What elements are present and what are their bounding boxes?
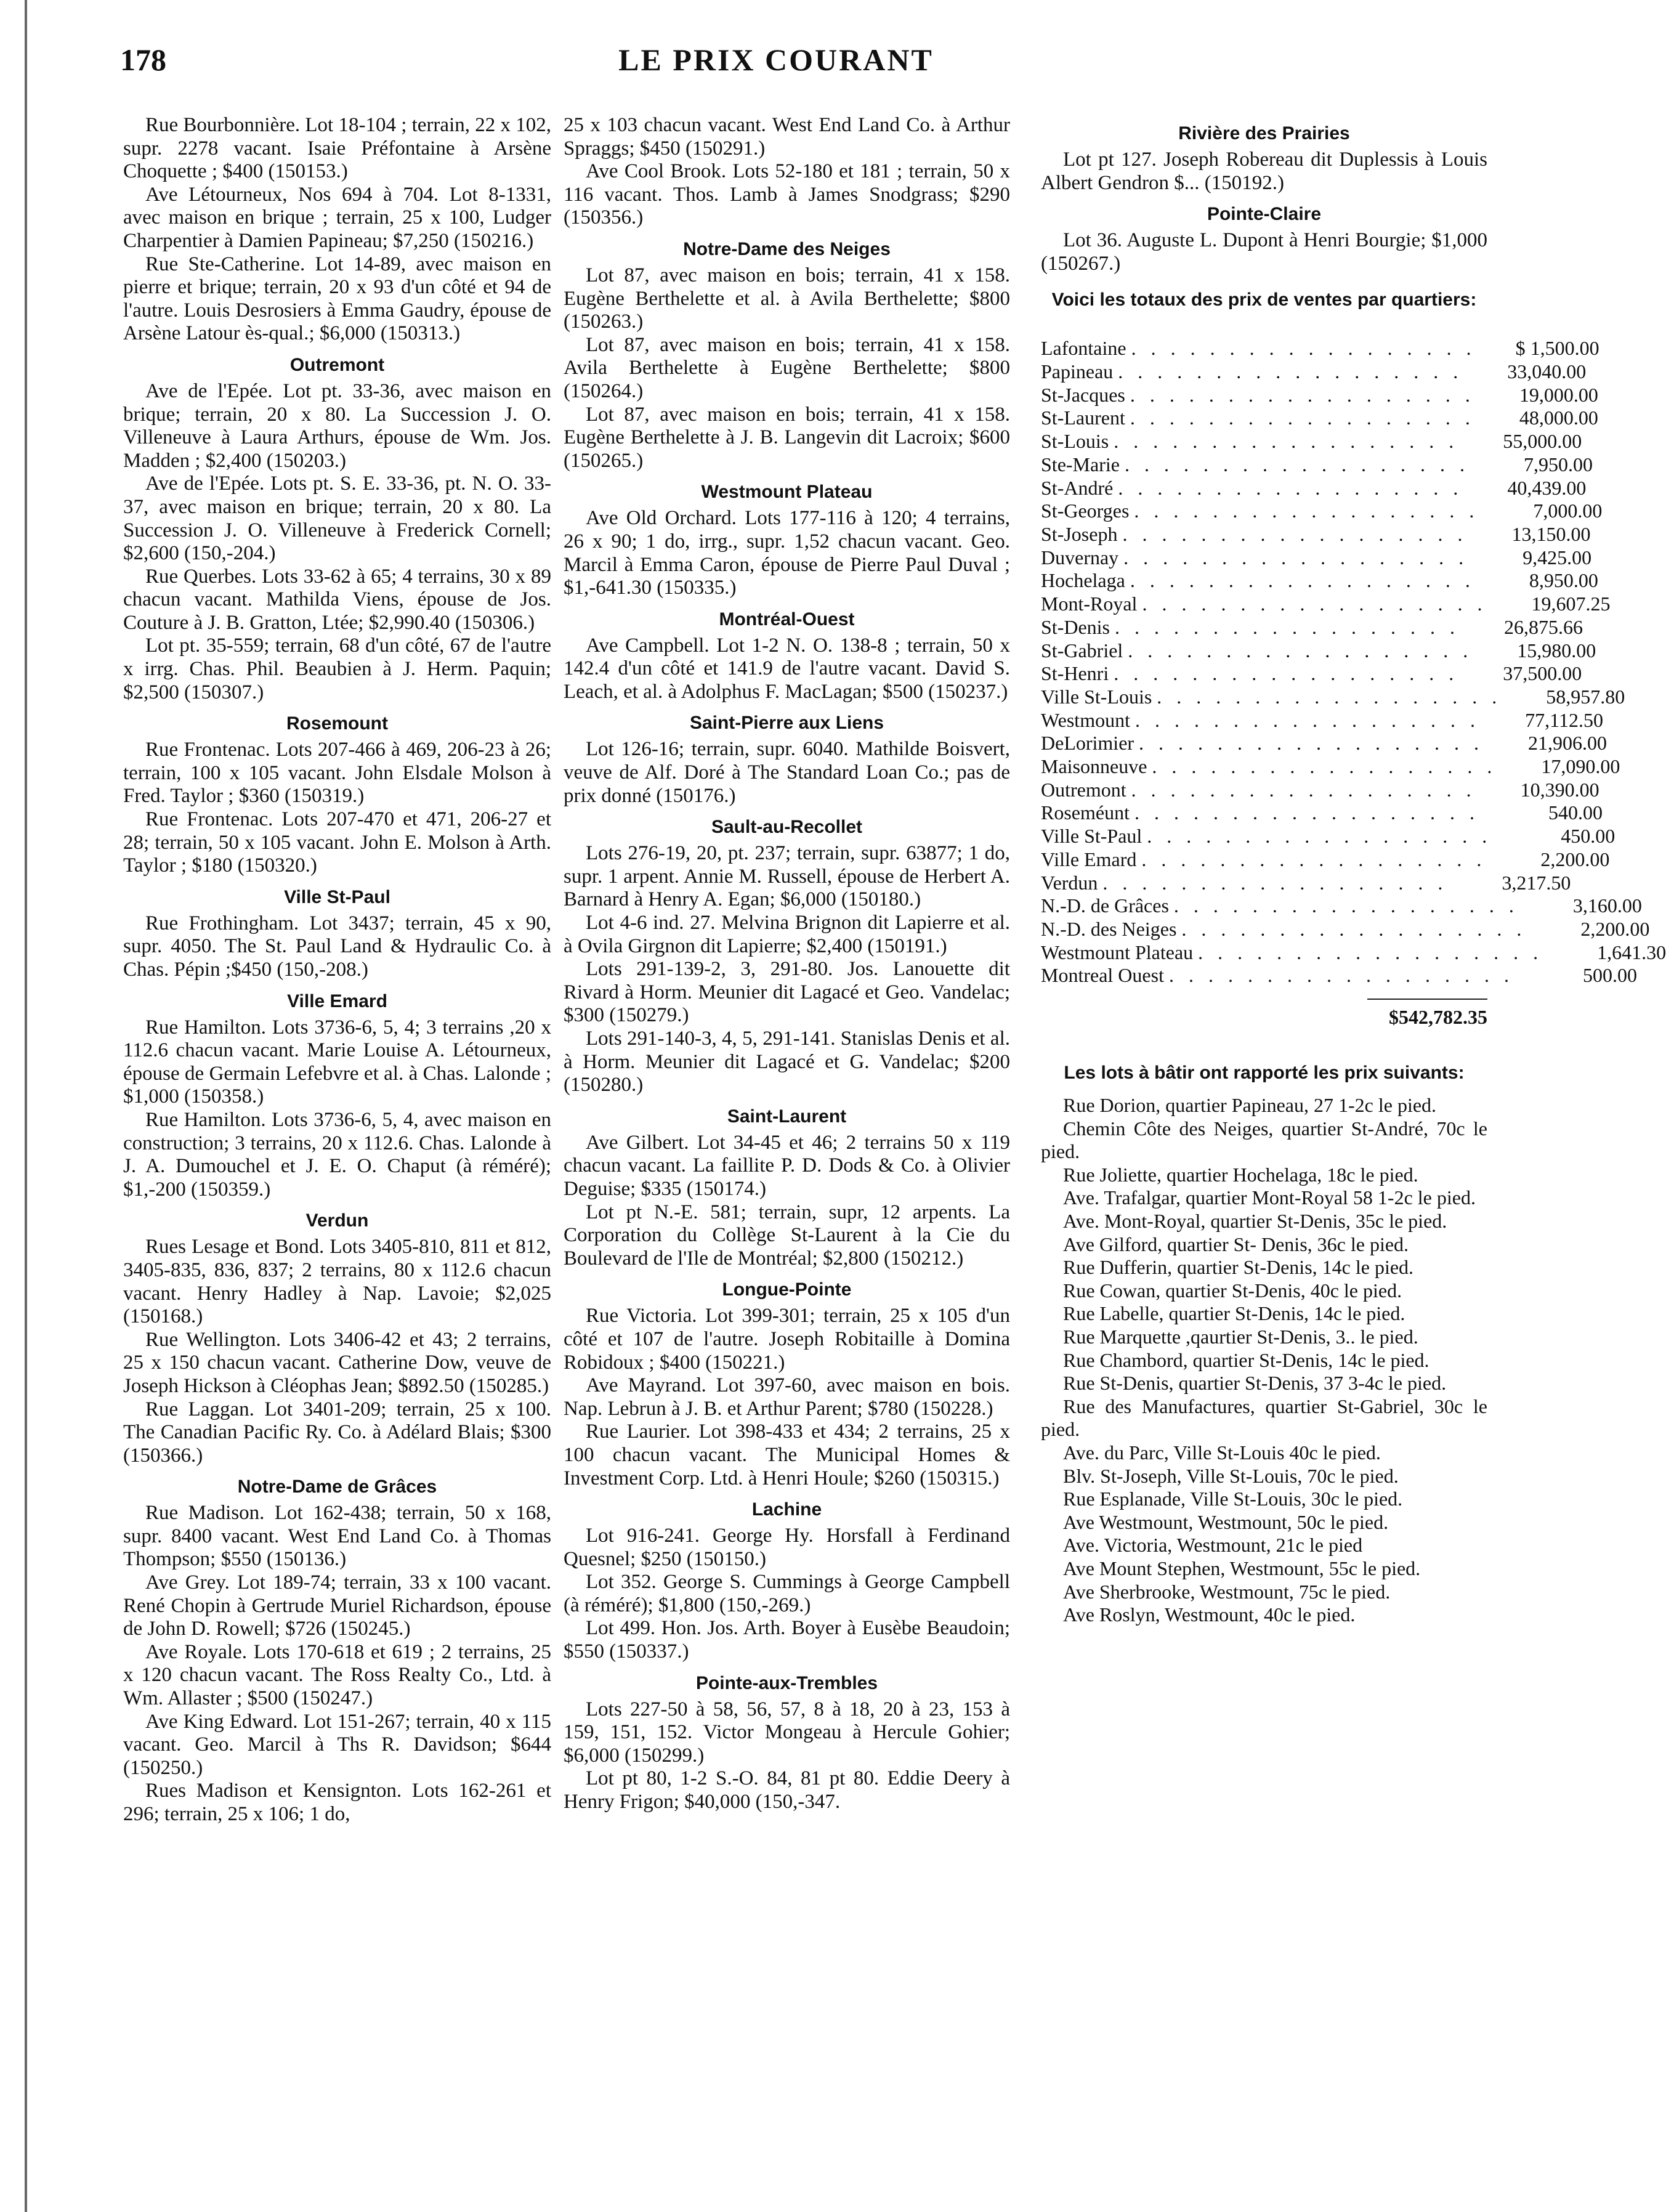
district-name: St-André	[1041, 476, 1114, 499]
totals-row	[1041, 360, 1587, 384]
totals-table	[1041, 337, 1666, 987]
totals-row	[1041, 569, 1598, 593]
section-heading: Westmount Plateau	[701, 482, 873, 503]
totals-row	[1041, 871, 1571, 895]
district-name: St-Georges	[1041, 500, 1130, 522]
column-3-listings	[1041, 121, 1487, 275]
district-name: Ville St-Louis	[1041, 685, 1152, 708]
district-amount: 37,500.00	[1503, 662, 1582, 685]
listing-entry: Ave Royale. Lots 170-618 et 619 ; 2 terrains, 25 x 120 chacun vacant. The Ross Realty Co., Ltd. à Wm. Allaster ; $500 (150247.)	[123, 1640, 551, 1710]
lot-price-item: Blv. St-Joseph, Ville St-Louis, 70c le pied.	[1063, 1464, 1399, 1487]
district-name: Duvernay	[1041, 546, 1119, 569]
listing-entry: Ave Campbell. Lot 1-2 N. O. 138-8 ; terrain, 50 x 142.4 d'un côté et 141.9 de l'autre vacant. David S. Leach, et al. à Adolphus F. MacLagan; $500 (150237.)	[564, 634, 1010, 703]
totals-row	[1041, 523, 1591, 546]
listing-entry: Ave de l'Epée. Lots pt. S. E. 33-36, pt. N. O. 33-37, avec maison en brique; terrain, 20 x 80. La Succession J. O. Villeneuve à Frederick Cornell; $2,600 (150,-204.)	[123, 472, 551, 565]
totals-row	[1041, 615, 1583, 639]
grand-total: $542,782.35	[1367, 999, 1487, 1029]
district-name: St-Gabriel	[1041, 639, 1123, 662]
listing-entry: Ave de l'Epée. Lot pt. 33-36, avec maison en brique; terrain, 20 x 80. La Succession J. O. Villeneuve à Laura Arthurs, épouse de Wm. Jos. Madden ; $2,400 (150203.)	[123, 379, 551, 472]
scan-margin-line	[25, 0, 27, 2212]
district-amount: 10,390.00	[1520, 778, 1599, 801]
totals-row	[1041, 337, 1599, 360]
page-number: 178	[120, 43, 166, 77]
district-name: Outremont	[1041, 778, 1126, 801]
section-heading: Saint-Laurent	[727, 1106, 847, 1127]
lot-price-item: Ave Gilford, quartier St- Denis, 36c le pied.	[1063, 1233, 1409, 1255]
listing-entry: Rue Madison. Lot 162-438; terrain, 50 x 168, supr. 8400 vacant. West End Land Co. à Thomas Thompson; $550 (150136.)	[123, 1502, 551, 1571]
section-heading: Montréal-Ouest	[719, 609, 855, 630]
listing-entry: Lot 36. Auguste L. Dupont à Henri Bourgie; $1,000 (150267.)	[1041, 229, 1487, 275]
listing-entry: Rue Frothingham. Lot 3437; terrain, 45 x 90, supr. 4050. The St. Paul Land & Hydraulic Co. à Chas. Pépin ;$450 (150,-208.)	[123, 912, 551, 981]
listing-entry: Lot pt 127. Joseph Robereau dit Duplessis à Louis Albert Gendron $... (150192.)	[1041, 148, 1487, 194]
totals-row	[1041, 500, 1603, 523]
section-heading: Pointe-Claire	[1207, 204, 1322, 225]
totals-row	[1041, 732, 1607, 755]
district-name: DeLorimier	[1041, 732, 1134, 755]
leader-dots: . . . . . . . . . . . . . . . . . .	[1130, 569, 1475, 592]
listing-entry: Rue Ste-Catherine. Lot 14-89, avec maison en pierre et brique; terrain, 20 x 93 d'un côté et 94 de l'autre. Louis Desrosiers à Emma Gaudry, épouse de Arsène Latour ès-qual.; $6,000 (150313.)	[123, 253, 551, 345]
lot-price-item: Ave. Mont-Royal, quartier St-Denis, 35c le pied.	[1063, 1210, 1447, 1233]
district-name: St-Denis	[1041, 615, 1110, 638]
district-name: N.-D. de Grâces	[1041, 894, 1169, 917]
district-amount: 19,607.25	[1531, 593, 1611, 615]
leader-dots: . . . . . . . . . . . . . . . . . .	[1181, 917, 1527, 940]
totals-row	[1041, 407, 1598, 430]
section-heading: Saint-Pierre aux Liens	[689, 713, 884, 734]
leader-dots: . . . . . . . . . . . . . . . . . .	[1147, 825, 1492, 848]
leader-dots: . . . . . . . . . . . . . . . . . .	[1198, 941, 1543, 963]
listing-entry: Lots 276-19, 20, pt. 237; terrain, supr. 63877; 1 do, supr. 1 arpent. Annie M. Russell, épouse de Herbert A. Barnard à Henry A. Egan; $6,000 (150180.)	[564, 842, 1010, 911]
district-amount: 500.00	[1582, 964, 1637, 987]
lot-price-item: Ave. Victoria, Westmount, 21c le pied	[1063, 1534, 1363, 1557]
leader-dots: . . . . . . . . . . . . . . . . . .	[1173, 894, 1519, 917]
lot-price-item: Rue des Manufactures, quartier St-Gabriel, 30c le pied.	[1041, 1395, 1487, 1441]
lot-price-item: Ave. Trafalgar, quartier Mont-Royal 58 1-2c le pied.	[1063, 1186, 1476, 1209]
lot-price-item: Ave Westmount, Westmount, 50c le pied.	[1063, 1510, 1389, 1533]
lot-price-item: Rue Labelle, quartier St-Denis, 14c le pied.	[1063, 1302, 1405, 1325]
listing-entry: Lot 87, avec maison en bois; terrain, 41 x 158. Avila Berthelette à Eugène Berthelette; $800 (150264.)	[564, 333, 1010, 402]
leader-dots: . . . . . . . . . . . . . . . . . .	[1131, 778, 1476, 801]
totals-row	[1041, 639, 1596, 663]
section-heading: Pointe-aux-Trembles	[695, 1672, 878, 1693]
leader-dots: . . . . . . . . . . . . . . . . . .	[1131, 337, 1476, 360]
district-amount: 2,200.00	[1580, 917, 1650, 940]
section-heading: Verdun	[305, 1210, 369, 1231]
district-name: Mont-Royal	[1041, 593, 1138, 615]
district-amount: 450.00	[1561, 825, 1615, 848]
section-heading: Sault-au-Recollet	[711, 817, 863, 838]
totals-row	[1041, 917, 1650, 941]
leader-dots: . . . . . . . . . . . . . . . . . .	[1152, 755, 1497, 778]
leader-dots: . . . . . . . . . . . . . . . . . .	[1124, 453, 1470, 476]
lots-list	[1041, 1094, 1487, 1627]
totals-row	[1041, 593, 1611, 616]
district-amount: 17,090.00	[1541, 755, 1620, 778]
district-amount: 8,950.00	[1529, 569, 1598, 592]
listing-entry: Rue Victoria. Lot 399-301; terrain, 25 x 105 d'un côté et 107 de l'autre. Joseph Robitaille à Domina Robidoux ; $400 (150221.)	[564, 1305, 1010, 1374]
district-amount: 48,000.00	[1519, 407, 1598, 429]
district-name: Ste-Marie	[1041, 453, 1120, 476]
district-amount: 58,957.80	[1546, 685, 1625, 708]
district-name: St-Joseph	[1041, 523, 1118, 545]
district-amount: 7,950.00	[1523, 453, 1593, 476]
lot-price-item: Rue Chambord, quartier St-Denis, 14c le pied.	[1063, 1348, 1429, 1371]
totals-row	[1041, 848, 1610, 872]
district-amount: 19,000.00	[1519, 383, 1598, 406]
listing-entry: Rue Laurier. Lot 398-433 et 434; 2 terrains, 25 x 100 chacun vacant. The Municipal Homes & Investment Corp. Ltd. à Henri Houle; $260 (150315.)	[564, 1420, 1010, 1489]
leader-dots: . . . . . . . . . . . . . . . . . .	[1123, 546, 1469, 569]
listing-entry: Lot 87, avec maison en bois; terrain, 41 x 158. Eugène Berthelette et al. à Avila Berthelette; $800 (150263.)	[564, 264, 1010, 333]
listing-entry: Ave Cool Brook. Lots 52-180 et 181 ; terrain, 50 x 116 vacant. Thos. Lamb à James Snodgrass; $290 (150356.)	[564, 160, 1010, 229]
totals-row	[1041, 941, 1666, 965]
leader-dots: . . . . . . . . . . . . . . . . . .	[1130, 383, 1475, 406]
section-heading: Rosemount	[286, 713, 388, 734]
district-name: Papineau	[1041, 360, 1114, 383]
district-name: Westmount	[1041, 708, 1130, 731]
section-heading: Rivière des Prairies	[1178, 123, 1350, 144]
leader-dots: . . . . . . . . . . . . . . . . . .	[1128, 639, 1473, 662]
lot-price-item: Rue Joliette, quartier Hochelaga, 18c le pied.	[1063, 1163, 1418, 1186]
lot-price-item: Rue Marquette ,qaurtier St-Denis, 3.. le pied.	[1063, 1326, 1418, 1348]
listing-entry: Ave Létourneux, Nos 694 à 704. Lot 8-1331, avec maison en brique ; terrain, 25 x 100, Ludger Charpentier à Damien Papineau; $7,250 (150216.)	[123, 183, 551, 252]
column-3	[1041, 114, 1666, 1627]
listing-entry: Lots 291-140-3, 4, 5, 291-141. Stanislas Denis et al. à Horm. Meunier dit Lagacé et G. Vandelac; $200 (150280.)	[564, 1027, 1010, 1096]
district-amount: 540.00	[1548, 801, 1603, 824]
lots-intro: Les lots à bâtir ont rapporté les prix suivants:	[1064, 1063, 1465, 1084]
lot-price-item: Chemin Côte des Neiges, quartier St-André, 70c le pied.	[1041, 1117, 1487, 1163]
section-heading: Outremont	[289, 354, 385, 375]
district-amount: 77,112.50	[1525, 708, 1603, 731]
leader-dots: . . . . . . . . . . . . . . . . . .	[1118, 476, 1463, 499]
leader-dots: . . . . . . . . . . . . . . . . . .	[1118, 360, 1463, 383]
section-heading: Notre-Dame de Grâces	[237, 1477, 437, 1497]
listing-entry: Lot 87, avec maison en bois; terrain, 41 x 158. Eugène Berthelette à J. B. Langevin dit Lacroix; $600 (150265.)	[564, 403, 1010, 472]
listing-entry: Lot 4-6 ind. 27. Melvina Brignon dit Lapierre et al. à Ovila Girgnon dit Lapierre; $2,400 (150191.)	[564, 912, 1010, 957]
section-heading: Ville St-Paul	[284, 886, 390, 907]
leader-dots: . . . . . . . . . . . . . . . . . .	[1141, 848, 1487, 870]
listing-entry: Ave Old Orchard. Lots 177-116 à 120; 4 terrains, 26 x 90; 1 do, irrg., supr. 1,52 chacun vacant. Geo. Marcil à Emma Caron, épouse de Pierre Paul Duval ; $1,-641.30 (150335.)	[564, 507, 1010, 599]
lot-price-item: Rue Dufferin, quartier St-Denis, 14c le pied.	[1063, 1256, 1414, 1279]
district-amount: $ 1,500.00	[1515, 337, 1599, 360]
leader-dots: . . . . . . . . . . . . . . . . . .	[1134, 801, 1479, 824]
totals-row	[1041, 453, 1593, 477]
totals-row	[1041, 755, 1620, 779]
listing-entry: Lot 352. George S. Cummings à George Campbell (à réméré); $1,800 (150,-269.)	[564, 1571, 1010, 1616]
listing-entry: Rue Hamilton. Lots 3736-6, 5, 4, avec maison en construction; 3 terrains, 20 x 112.6. Chas. Lalonde à J. A. Dumouchel et J. E. O. Chaput (à réméré); $1,-200 (150359.)	[123, 1108, 551, 1201]
listing-entry: Lot pt. 35-559; terrain, 68 d'un côté, 67 de l'autre x irrg. Chas. Phil. Beaubien à J. Herm. Paquin; $2,500 (150307.)	[123, 634, 551, 703]
district-name: St-Jacques	[1041, 383, 1125, 406]
totals-row	[1041, 894, 1642, 918]
leader-dots: . . . . . . . . . . . . . . . . . .	[1157, 685, 1502, 708]
district-amount: 40,439.00	[1507, 476, 1587, 499]
leader-dots: . . . . . . . . . . . . . . . . . .	[1102, 871, 1448, 894]
district-amount: 9,425.00	[1522, 546, 1592, 569]
totals-intro: Voici les totaux des prix de ventes par quartiers:	[1051, 290, 1477, 310]
column-2	[564, 114, 1010, 1814]
totals-row	[1041, 546, 1592, 570]
district-amount: 26,875.66	[1504, 615, 1583, 638]
totals-row	[1041, 964, 1637, 987]
listing-entry: Ave Gilbert. Lot 34-45 et 46; 2 terrains 50 x 119 chacun vacant. La faillite P. D. Dods & Co. à Olivier Deguise; $335 (150174.)	[564, 1131, 1010, 1200]
district-amount: 7,000.00	[1533, 500, 1603, 522]
district-amount: 13,150.00	[1511, 523, 1591, 545]
district-amount: 55,000.00	[1503, 430, 1582, 453]
district-amount: 1,641.30	[1597, 941, 1666, 963]
district-name: Ville St-Paul	[1041, 825, 1142, 848]
lot-price-item: Rue St-Denis, quartier St-Denis, 37 3-4c le pied.	[1063, 1372, 1447, 1395]
totals-row	[1041, 778, 1599, 802]
listing-entry: Lots 291-139-2, 3, 291-80. Jos. Lanouette dit Rivard à Horm. Meunier dit Lagacé et Geo. Vandelac; $300 (150279.)	[564, 958, 1010, 1027]
totals-row	[1041, 383, 1598, 407]
listing-entry: Rue Laggan. Lot 3401-209; terrain, 25 x 100. The Canadian Pacific Ry. Co. à Adélard Blais; $300 (150366.)	[123, 1398, 551, 1467]
listing-entry: Rue Hamilton. Lots 3736-6, 5, 4; 3 terrains ,20 x 112.6 chacun vacant. Marie Louise A. Létourneux, épouse de Germain Lefebvre et al. à Chas. Lalonde ; $1,000 (150358.)	[123, 1016, 551, 1108]
district-name: Ville Emard	[1041, 848, 1137, 870]
district-name: St-Louis	[1041, 430, 1109, 453]
district-name: Westmount Plateau	[1041, 941, 1194, 963]
district-name: Roseméunt	[1041, 801, 1130, 824]
totals-row	[1041, 801, 1603, 825]
district-name: Hochelaga	[1041, 569, 1125, 592]
totals-row	[1041, 662, 1582, 686]
district-name: Lafontaine	[1041, 337, 1126, 360]
leader-dots: . . . . . . . . . . . . . . . . . .	[1139, 732, 1484, 755]
district-amount: 3,160.00	[1572, 894, 1642, 917]
listing-entry: Rue Frontenac. Lots 207-466 à 469, 206-23 à 26; terrain, 100 x 105 vacant. John Elsdale Molson à Fred. Taylor ; $360 (150319.)	[123, 739, 551, 808]
leader-dots: . . . . . . . . . . . . . . . . . .	[1114, 430, 1459, 453]
section-heading: Ville Emard	[287, 991, 387, 1011]
leader-dots: . . . . . . . . . . . . . . . . . .	[1115, 615, 1460, 638]
section-heading: Lachine	[751, 1499, 822, 1520]
district-name: N.-D. des Neiges	[1041, 917, 1177, 940]
listing-entry: Rue Bourbonnière. Lot 18-104 ; terrain, 22 x 102, supr. 2278 vacant. Isaie Préfontaine à Arsène Choquette ; $400 (150153.)	[123, 114, 551, 183]
leader-dots: . . . . . . . . . . . . . . . . . .	[1114, 662, 1459, 685]
leader-dots: . . . . . . . . . . . . . . . . . .	[1168, 964, 1514, 987]
leader-dots: . . . . . . . . . . . . . . . . . .	[1130, 407, 1475, 429]
listing-entry: Lot pt N.-E. 581; terrain, supr, 12 arpents. La Corporation du Collège St-Laurent à la Cie du Boulevard de l'Ile de Montréal; $2,800 (150212.)	[564, 1201, 1010, 1270]
district-amount: 21,906.00	[1528, 732, 1607, 755]
listing-entry: Ave King Edward. Lot 151-267; terrain, 40 x 115 vacant. Geo. Marcil à Ths R. Davidson; $644 (150250.)	[123, 1710, 551, 1779]
listing-entry: Rue Wellington. Lots 3406-42 et 43; 2 terrains, 25 x 150 chacun vacant. Catherine Dow, veuve de Joseph Hickson à Cléophas Jean; $892.50 (150285.)	[123, 1328, 551, 1397]
listing-entry: Rues Madison et Kensignton. Lots 162-261 et 296; terrain, 25 x 106; 1 do,	[123, 1780, 551, 1825]
column-1	[123, 114, 551, 1826]
listing-entry: Lot 499. Hon. Jos. Arth. Boyer à Eusèbe Beaudoin; $550 (150337.)	[564, 1617, 1010, 1663]
district-name: St-Henri	[1041, 662, 1109, 685]
totals-row	[1041, 825, 1615, 848]
lot-price-item: Ave Roslyn, Westmount, 40c le pied.	[1063, 1603, 1356, 1626]
lot-price-item: Ave. du Parc, Ville St-Louis 40c le pied.	[1063, 1441, 1381, 1464]
lot-price-item: Ave Mount Stephen, Westmount, 55c le pied.	[1063, 1557, 1421, 1579]
totals-row	[1041, 685, 1625, 709]
section-heading: Notre-Dame des Neiges	[683, 238, 891, 259]
listing-entry: Lot 916-241. George Hy. Horsfall à Ferdinand Quesnel; $250 (150150.)	[564, 1525, 1010, 1570]
lot-price-item: Rue Dorion, quartier Papineau, 27 1-2c le pied.	[1063, 1094, 1437, 1117]
listing-entry: 25 x 103 chacun vacant. West End Land Co. à Arthur Spraggs; $450 (150291.)	[564, 114, 1010, 160]
lot-price-item: Rue Cowan, quartier St-Denis, 40c le pied.	[1063, 1279, 1402, 1302]
district-name: St-Laurent	[1041, 407, 1125, 429]
leader-dots: . . . . . . . . . . . . . . . . . .	[1134, 708, 1480, 731]
listing-entry: Ave Mayrand. Lot 397-60, avec maison en bois. Nap. Lebrun à J. B. et Arthur Parent; $780 (150228.)	[564, 1374, 1010, 1420]
listing-entry: Lot pt 80, 1-2 S.-O. 84, 81 pt 80. Eddie Deery à Henry Frigon; $40,000 (150,-347.	[564, 1767, 1010, 1813]
district-amount: 3,217.50	[1502, 871, 1571, 894]
listing-entry: Lots 227-50 à 58, 56, 57, 8 à 18, 20 à 23, 153 à 159, 151, 152. Victor Mongeau à Hercule Gohier; $6,000 (150299.)	[564, 1698, 1010, 1767]
listing-entry: Rue Querbes. Lots 33-62 à 65; 4 terrains, 30 x 89 chacun vacant. Mathilda Viens, épouse de Jos. Couture à J. B. Gratton, Ltée; $2,990.40 (150306.)	[123, 565, 551, 634]
listing-entry: Lot 126-16; terrain, supr. 6040. Mathilde Boisvert, veuve de Alf. Doré à The Standard Loan Co.; pas de prix donné (150176.)	[564, 738, 1010, 807]
listing-entry: Rue Frontenac. Lots 207-470 et 471, 206-27 et 28; terrain, 50 x 105 vacant. John E. Molson à Arth. Taylor ; $180 (150320.)	[123, 808, 551, 877]
district-amount: 15,980.00	[1517, 639, 1596, 662]
district-amount: 2,200.00	[1540, 848, 1610, 870]
district-amount: 33,040.00	[1507, 360, 1587, 383]
district-name: Montreal Ouest	[1041, 964, 1164, 987]
district-name: Verdun	[1041, 871, 1098, 894]
totals-row	[1041, 430, 1582, 453]
lot-price-item: Rue Esplanade, Ville St-Louis, 30c le pied.	[1063, 1488, 1403, 1510]
leader-dots: . . . . . . . . . . . . . . . . . .	[1134, 500, 1479, 522]
totals-row	[1041, 476, 1587, 500]
running-title: LE PRIX COURANT	[618, 43, 934, 77]
listing-entry: Ave Grey. Lot 189-74; terrain, 33 x 100 vacant. René Chopin à Gertrude Muriel Richardson, épouse de John D. Rowell; $726 (150245.)	[123, 1571, 551, 1640]
listing-entry: Rues Lesage et Bond. Lots 3405-810, 811 et 812, 3405-835, 836, 837; 2 terrains, 80 x 112.6 chacun vacant. Henry Hadley à Nap. Lavoie; $2,025 (150168.)	[123, 1236, 551, 1328]
section-heading: Longue-Pointe	[722, 1279, 852, 1300]
leader-dots: . . . . . . . . . . . . . . . . . .	[1142, 593, 1487, 615]
totals-row	[1041, 708, 1603, 732]
leader-dots: . . . . . . . . . . . . . . . . . .	[1122, 523, 1468, 545]
district-name: Maisonneuve	[1041, 755, 1147, 778]
lot-price-item: Ave Sherbrooke, Westmount, 75c le pied.	[1063, 1580, 1391, 1603]
